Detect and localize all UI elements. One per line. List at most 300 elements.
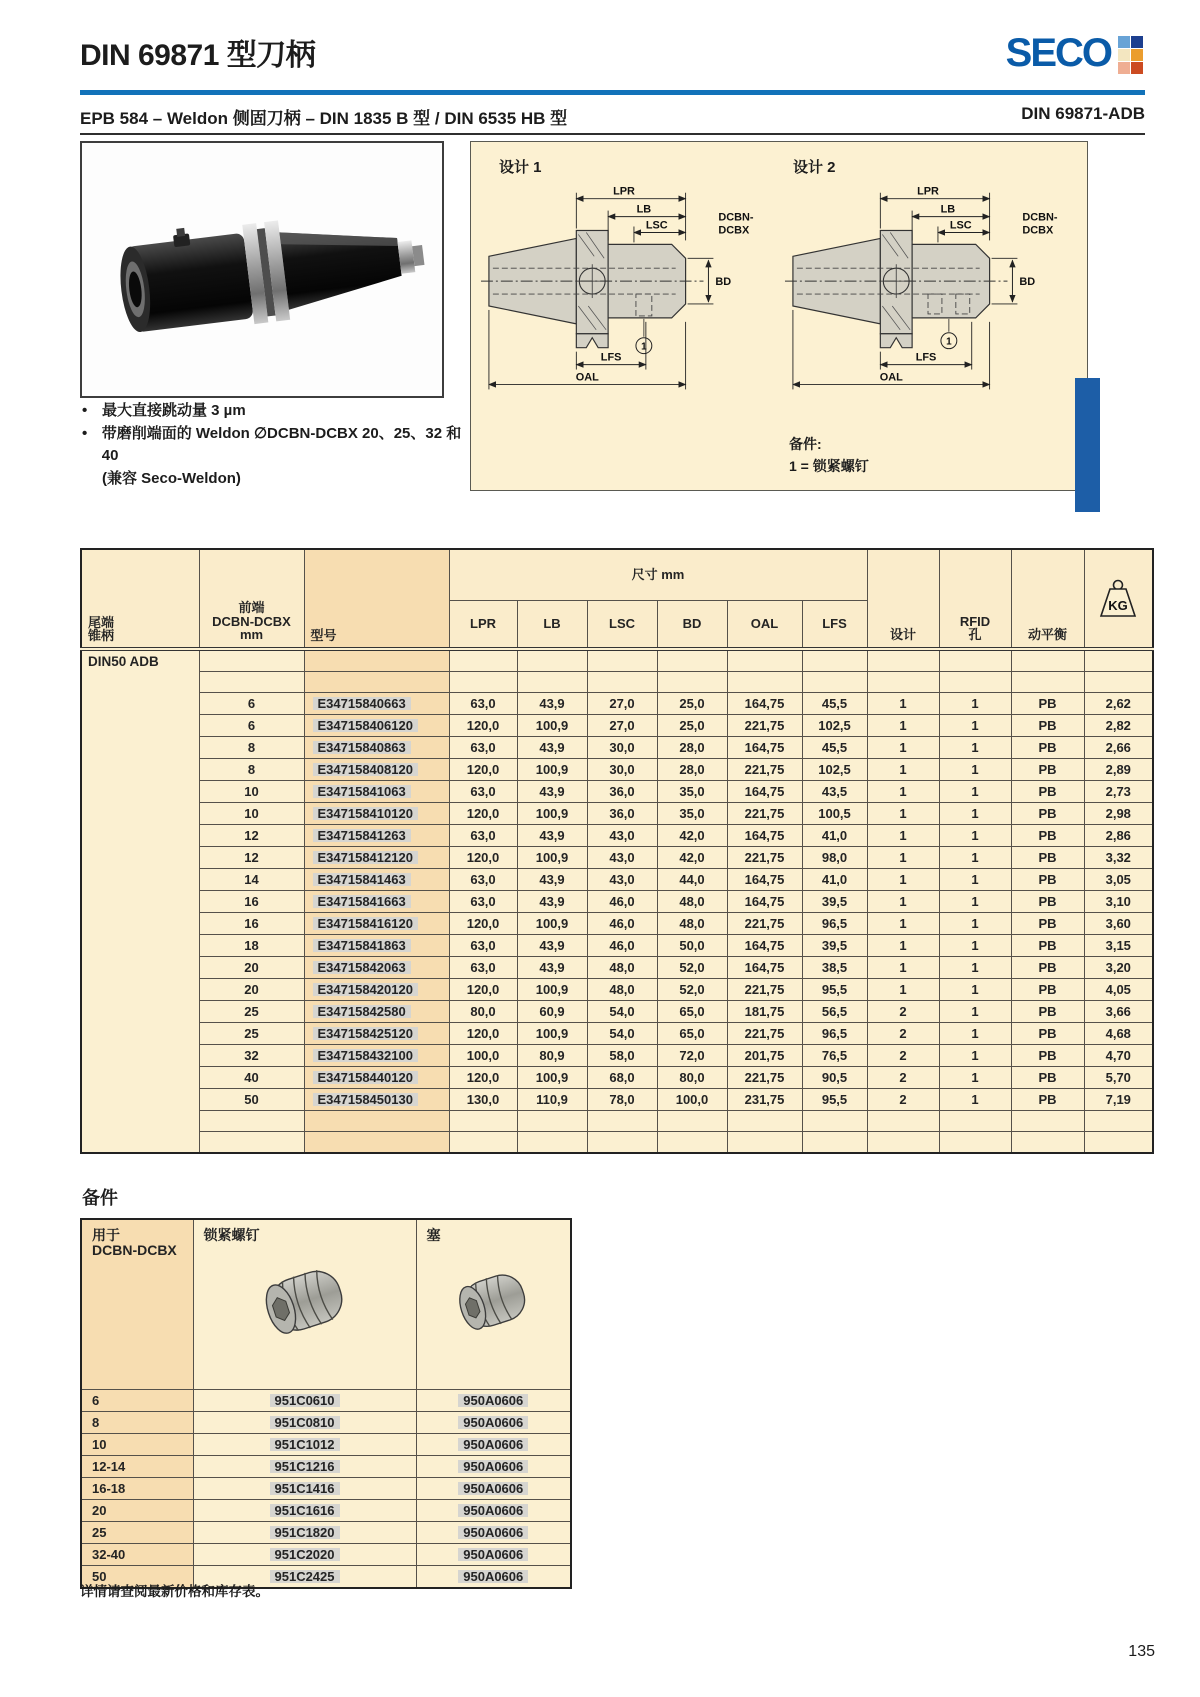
table-cell-empty (939, 1111, 1011, 1132)
table-cell: 221,75 (727, 759, 802, 781)
table-cell: 221,75 (727, 1023, 802, 1045)
table-cell: 60,9 (517, 1001, 587, 1023)
model-cell (304, 1001, 449, 1023)
model-cell (304, 913, 449, 935)
model-code: E347158440120 (313, 1071, 418, 1085)
table-row (81, 979, 1153, 1001)
dim-dcbn2: DCBX (718, 224, 750, 237)
table-cell-empty (587, 649, 657, 672)
table-row (81, 1132, 1153, 1154)
acc-col-header-plug: 塞 (416, 1219, 571, 1390)
table-cell: 2,82 (1084, 715, 1153, 737)
table-cell: 3,05 (1084, 869, 1153, 891)
table-cell: 10 (199, 781, 304, 803)
model-cell (304, 1023, 449, 1045)
table-cell: 3,32 (1084, 847, 1153, 869)
table-cell: 1 (867, 979, 939, 1001)
diagram-notes (789, 434, 869, 477)
table-cell: 100,9 (517, 715, 587, 737)
table-cell-empty (304, 672, 449, 693)
table-row (81, 1067, 1153, 1089)
page-number: 135 (1128, 1643, 1155, 1660)
table-cell: PB (1011, 1067, 1084, 1089)
accessory-size: 10 (81, 1434, 193, 1456)
table-cell: 48,0 (657, 891, 727, 913)
feature-text: 最大直接跳动量 3 µm (102, 402, 246, 419)
table-cell: 95,5 (802, 979, 867, 1001)
table-cell: 120,0 (449, 913, 517, 935)
lock-screw-image (256, 1257, 356, 1343)
table-cell: 4,05 (1084, 979, 1153, 1001)
table-cell: 63,0 (449, 781, 517, 803)
accessory-code: 950A0606 (458, 1504, 528, 1518)
table-cell: 43,9 (517, 693, 587, 715)
accessory-size: 12-14 (81, 1456, 193, 1478)
table-cell: 120,0 (449, 803, 517, 825)
dim-lb: LB (636, 203, 652, 216)
table-cell: 164,75 (727, 869, 802, 891)
bullet-icon: • (82, 402, 88, 419)
table-cell: 201,75 (727, 1045, 802, 1067)
table-cell: 100,9 (517, 1067, 587, 1089)
table-cell: 1 (939, 825, 1011, 847)
table-cell: 16 (199, 913, 304, 935)
table-cell: 41,0 (802, 825, 867, 847)
callout-1: 1 (641, 341, 647, 353)
table-cell: 120,0 (449, 847, 517, 869)
table-cell: 8 (199, 759, 304, 781)
table-cell-empty (1084, 1132, 1153, 1154)
table-cell-empty (517, 1132, 587, 1154)
table-cell: PB (1011, 957, 1084, 979)
table-cell: 95,5 (802, 1089, 867, 1111)
accessory-row (81, 1522, 571, 1544)
dim-lsc: LSC (949, 219, 972, 232)
table-cell-empty (199, 1132, 304, 1154)
table-cell: 43,0 (587, 847, 657, 869)
model-cell (304, 1045, 449, 1067)
table-cell: PB (1011, 979, 1084, 1001)
table-cell: 68,0 (587, 1067, 657, 1089)
table-cell-empty (304, 649, 449, 672)
table-cell: 1 (867, 759, 939, 781)
table-cell: PB (1011, 1023, 1084, 1045)
table-cell: 120,0 (449, 1023, 517, 1045)
accessory-code-cell (193, 1434, 416, 1456)
accessory-code: 950A0606 (458, 1548, 528, 1562)
accessory-size: 8 (81, 1412, 193, 1434)
table-cell: 39,5 (802, 891, 867, 913)
accessory-code-cell (193, 1456, 416, 1478)
accessory-code-cell (416, 1500, 571, 1522)
table-row (81, 715, 1153, 737)
model-code: E34715840863 (313, 741, 411, 755)
accessories-table (80, 1218, 572, 1589)
table-cell: 80,9 (517, 1045, 587, 1067)
feature-list (82, 400, 474, 490)
table-cell: 2 (867, 1067, 939, 1089)
accessory-code-cell (416, 1544, 571, 1566)
col-header-dim: LB (517, 601, 587, 650)
main-spec-table (80, 548, 1152, 1154)
table-cell: 43,9 (517, 781, 587, 803)
table-cell: PB (1011, 715, 1084, 737)
table-cell: 43,5 (802, 781, 867, 803)
table-cell: 43,9 (517, 737, 587, 759)
doc-code: DIN 69871-ADB (1021, 104, 1145, 123)
table-cell: 18 (199, 935, 304, 957)
table-cell: 164,75 (727, 891, 802, 913)
table-cell: 72,0 (657, 1045, 727, 1067)
table-cell-empty (867, 672, 939, 693)
table-cell: 63,0 (449, 693, 517, 715)
accessory-code: 950A0606 (458, 1438, 528, 1452)
table-cell-empty (657, 672, 727, 693)
table-cell-empty (587, 1132, 657, 1154)
table-cell: 43,9 (517, 891, 587, 913)
model-code: E34715841663 (313, 895, 411, 909)
table-cell-empty (1011, 672, 1084, 693)
feature-item (82, 423, 474, 468)
table-row (81, 693, 1153, 715)
table-cell: 2 (867, 1045, 939, 1067)
accessory-code-cell (193, 1500, 416, 1522)
seco-logo-squares-icon (1118, 36, 1143, 74)
table-cell: 1 (867, 847, 939, 869)
col-header-dims-group: 尺寸 mm (449, 549, 867, 601)
table-cell-empty (727, 1132, 802, 1154)
table-cell: 80,0 (657, 1067, 727, 1089)
table-cell: 63,0 (449, 825, 517, 847)
table-cell-empty (727, 649, 802, 672)
table-cell: 8 (199, 737, 304, 759)
table-cell-empty (867, 1111, 939, 1132)
main-table-body (81, 649, 1153, 1153)
table-cell: 43,9 (517, 957, 587, 979)
table-cell: 14 (199, 869, 304, 891)
table-cell-empty (449, 649, 517, 672)
dim-lpr: LPR (917, 185, 939, 198)
table-cell: 96,5 (802, 913, 867, 935)
accessory-code: 951C0810 (270, 1416, 340, 1430)
table-cell: 1 (939, 1045, 1011, 1067)
table-cell: 164,75 (727, 825, 802, 847)
model-code: E347158425120 (313, 1027, 418, 1041)
table-cell: 100,9 (517, 913, 587, 935)
accessory-row (81, 1478, 571, 1500)
table-cell: 221,75 (727, 979, 802, 1001)
section-index-tab (1075, 378, 1100, 512)
table-cell-empty (867, 649, 939, 672)
accessory-row (81, 1390, 571, 1412)
table-cell-empty (657, 1111, 727, 1132)
table-cell: 44,0 (657, 869, 727, 891)
model-cell (304, 1089, 449, 1111)
dim-oal: OAL (575, 371, 599, 384)
model-cell (304, 935, 449, 957)
table-cell: PB (1011, 1001, 1084, 1023)
table-cell: 32 (199, 1045, 304, 1067)
table-row (81, 1089, 1153, 1111)
accessories-title: 备件 (82, 1188, 118, 1208)
table-cell: 4,68 (1084, 1023, 1153, 1045)
table-cell: 43,9 (517, 869, 587, 891)
accessory-code: 951C1012 (270, 1438, 340, 1452)
model-cell (304, 847, 449, 869)
footer-note: 详情请查阅最新价格和库存表。 (80, 1584, 269, 1599)
table-cell-empty (727, 1111, 802, 1132)
table-cell: 7,19 (1084, 1089, 1153, 1111)
table-cell: 100,9 (517, 803, 587, 825)
table-cell: 164,75 (727, 781, 802, 803)
accessory-size: 25 (81, 1522, 193, 1544)
table-cell: 52,0 (657, 957, 727, 979)
table-cell: 221,75 (727, 715, 802, 737)
table-cell: PB (1011, 693, 1084, 715)
model-code: E34715841063 (313, 785, 411, 799)
model-code: E34715842580 (313, 1005, 411, 1019)
table-cell: 63,0 (449, 935, 517, 957)
table-cell: 48,0 (587, 979, 657, 1001)
table-cell: 78,0 (587, 1089, 657, 1111)
table-cell-empty (199, 1111, 304, 1132)
table-cell-empty (1011, 649, 1084, 672)
table-cell: 3,20 (1084, 957, 1153, 979)
table-cell: 5,70 (1084, 1067, 1153, 1089)
model-cell (304, 693, 449, 715)
table-cell-empty (867, 1132, 939, 1154)
model-code: E347158406120 (313, 719, 418, 733)
table-cell: 120,0 (449, 715, 517, 737)
accessory-code: 950A0606 (458, 1394, 528, 1408)
dim-bd: BD (715, 276, 732, 289)
accessory-code: 951C1820 (270, 1526, 340, 1540)
table-cell: 100,9 (517, 1023, 587, 1045)
table-cell: 63,0 (449, 737, 517, 759)
table-cell: 110,9 (517, 1089, 587, 1111)
table-cell: 6 (199, 693, 304, 715)
col-header-tail: 尾端 锥柄 (81, 549, 199, 649)
accessory-code-cell (193, 1412, 416, 1434)
notes-title: 备件: (789, 436, 822, 452)
col-header-dim: BD (657, 601, 727, 650)
table-cell: 2,86 (1084, 825, 1153, 847)
design2-drawing (781, 176, 1079, 426)
accessory-code: 950A0606 (458, 1416, 528, 1430)
feature-text-continuation: (兼容 Seco-Weldon) (102, 469, 241, 487)
table-row (81, 649, 1153, 672)
table-cell-empty (449, 1132, 517, 1154)
table-cell: PB (1011, 803, 1084, 825)
accessory-code: 951C1416 (270, 1482, 340, 1496)
dim-dcbn1: DCBN- (718, 211, 754, 224)
col-header-dim: LSC (587, 601, 657, 650)
table-cell-empty (1011, 1111, 1084, 1132)
table-cell: 43,9 (517, 825, 587, 847)
table-cell: 41,0 (802, 869, 867, 891)
table-cell: 1 (867, 825, 939, 847)
accessory-code: 951C2020 (270, 1548, 340, 1562)
table-cell: 25 (199, 1023, 304, 1045)
table-cell-empty (517, 1111, 587, 1132)
table-cell: 36,0 (587, 781, 657, 803)
model-cell (304, 737, 449, 759)
table-cell-empty (517, 672, 587, 693)
table-cell: 98,0 (802, 847, 867, 869)
table-cell: 1 (939, 715, 1011, 737)
acc-col-header-size: 用于 DCBN-DCBX (81, 1219, 193, 1390)
model-code: E34715841463 (313, 873, 411, 887)
accessory-code: 950A0606 (458, 1482, 528, 1496)
table-cell: 65,0 (657, 1023, 727, 1045)
table-cell: 1 (939, 737, 1011, 759)
accessory-code: 950A0606 (458, 1460, 528, 1474)
table-cell: 63,0 (449, 957, 517, 979)
table-cell-empty (939, 672, 1011, 693)
table-row (81, 737, 1153, 759)
table-cell: 231,75 (727, 1089, 802, 1111)
dim-dcbn1: DCBN- (1022, 211, 1058, 224)
table-row (81, 935, 1153, 957)
table-cell: 90,5 (802, 1067, 867, 1089)
model-code: E34715841863 (313, 939, 411, 953)
table-cell: 1 (867, 957, 939, 979)
accessory-code: 951C2425 (270, 1570, 340, 1584)
table-row (81, 759, 1153, 781)
table-cell: 3,66 (1084, 1001, 1153, 1023)
feature-item (82, 400, 474, 423)
table-row (81, 1023, 1153, 1045)
model-cell (304, 957, 449, 979)
accessory-code-cell (193, 1522, 416, 1544)
table-cell: 54,0 (587, 1023, 657, 1045)
table-cell: 25 (199, 1001, 304, 1023)
table-row (81, 913, 1153, 935)
table-cell-empty (657, 649, 727, 672)
model-cell (304, 1067, 449, 1089)
header-rule (80, 90, 1145, 95)
table-row (81, 803, 1153, 825)
dim-lpr: LPR (613, 185, 635, 198)
accessory-code-cell (416, 1456, 571, 1478)
table-cell: 20 (199, 979, 304, 1001)
logo-square (1131, 36, 1143, 48)
table-cell: 120,0 (449, 759, 517, 781)
table-cell: 1 (867, 891, 939, 913)
table-cell: 3,15 (1084, 935, 1153, 957)
model-code: E34715841263 (313, 829, 411, 843)
table-cell: 100,0 (449, 1045, 517, 1067)
table-cell: 120,0 (449, 1067, 517, 1089)
table-cell: 164,75 (727, 737, 802, 759)
table-cell: 1 (939, 1023, 1011, 1045)
table-cell: 1 (939, 979, 1011, 1001)
table-cell: 1 (867, 781, 939, 803)
table-cell: 42,0 (657, 825, 727, 847)
table-cell: PB (1011, 825, 1084, 847)
col-header-design: 设计 (867, 549, 939, 649)
table-cell-empty (939, 649, 1011, 672)
model-code: E34715840663 (313, 697, 411, 711)
dim-bd: BD (1019, 276, 1036, 289)
table-cell: 1 (939, 693, 1011, 715)
model-code: E347158450130 (313, 1093, 418, 1107)
table-cell-empty (1011, 1132, 1084, 1154)
dim-lfs: LFS (600, 351, 622, 364)
table-cell: 35,0 (657, 803, 727, 825)
technical-diagram-panel (470, 141, 1088, 491)
table-row (81, 1001, 1153, 1023)
table-cell-empty (802, 649, 867, 672)
table-cell: PB (1011, 869, 1084, 891)
product-photo (80, 141, 444, 398)
col-header-balance: 动平衡 (1011, 549, 1084, 649)
product-subtitle: EPB 584 – Weldon 侧固刀柄 – DIN 1835 B 型 / DIN 6535 HB 型 (80, 109, 568, 128)
design2-label: 设计 2 (793, 159, 836, 176)
accessory-code-cell (416, 1390, 571, 1412)
table-cell: 221,75 (727, 803, 802, 825)
table-row (81, 1111, 1153, 1132)
dim-lfs: LFS (915, 351, 937, 364)
model-cell (304, 781, 449, 803)
table-cell: 52,0 (657, 979, 727, 1001)
col-header-dim: LPR (449, 601, 517, 650)
table-cell: 42,0 (657, 847, 727, 869)
table-cell: 58,0 (587, 1045, 657, 1067)
table-cell: PB (1011, 1045, 1084, 1067)
model-code: E347158412120 (313, 851, 418, 865)
accessory-row (81, 1456, 571, 1478)
model-cell (304, 869, 449, 891)
weight-kg-icon (1097, 579, 1139, 619)
table-cell: 1 (867, 935, 939, 957)
table-cell-empty (1084, 1111, 1153, 1132)
table-cell-empty (304, 1111, 449, 1132)
acc-col-header-lockscrew: 锁紧螺钉 (193, 1219, 416, 1390)
table-cell-empty (1084, 649, 1153, 672)
table-cell: 164,75 (727, 957, 802, 979)
accessory-row (81, 1412, 571, 1434)
table-cell-empty (449, 672, 517, 693)
accessory-code-cell (416, 1566, 571, 1589)
table-cell: 25,0 (657, 693, 727, 715)
table-cell: 181,75 (727, 1001, 802, 1023)
table-group-label: DIN50 ADB (81, 649, 199, 1153)
table-cell: 38,5 (802, 957, 867, 979)
table-cell: 43,9 (517, 935, 587, 957)
model-cell (304, 825, 449, 847)
table-cell: 221,75 (727, 913, 802, 935)
table-cell: 1 (939, 1089, 1011, 1111)
accessory-size: 16-18 (81, 1478, 193, 1500)
col-header-dim: LFS (802, 601, 867, 650)
table-cell: 1 (867, 803, 939, 825)
table-cell: 1 (939, 1001, 1011, 1023)
table-cell: 1 (939, 759, 1011, 781)
table-cell-empty (1084, 672, 1153, 693)
table-cell: 46,0 (587, 891, 657, 913)
table-cell: 50,0 (657, 935, 727, 957)
notes-line: 1 = 锁紧螺钉 (789, 457, 869, 474)
table-cell: 54,0 (587, 1001, 657, 1023)
table-row (81, 1045, 1153, 1067)
feature-text: 带磨削端面的 Weldon ∅DCBN-DCBX 20、25、32 和 40 (101, 424, 462, 464)
accessory-code: 950A0606 (458, 1526, 528, 1540)
accessory-size: 20 (81, 1500, 193, 1522)
table-row (81, 825, 1153, 847)
table-cell: 30,0 (587, 737, 657, 759)
accessory-code: 951C0610 (270, 1394, 340, 1408)
